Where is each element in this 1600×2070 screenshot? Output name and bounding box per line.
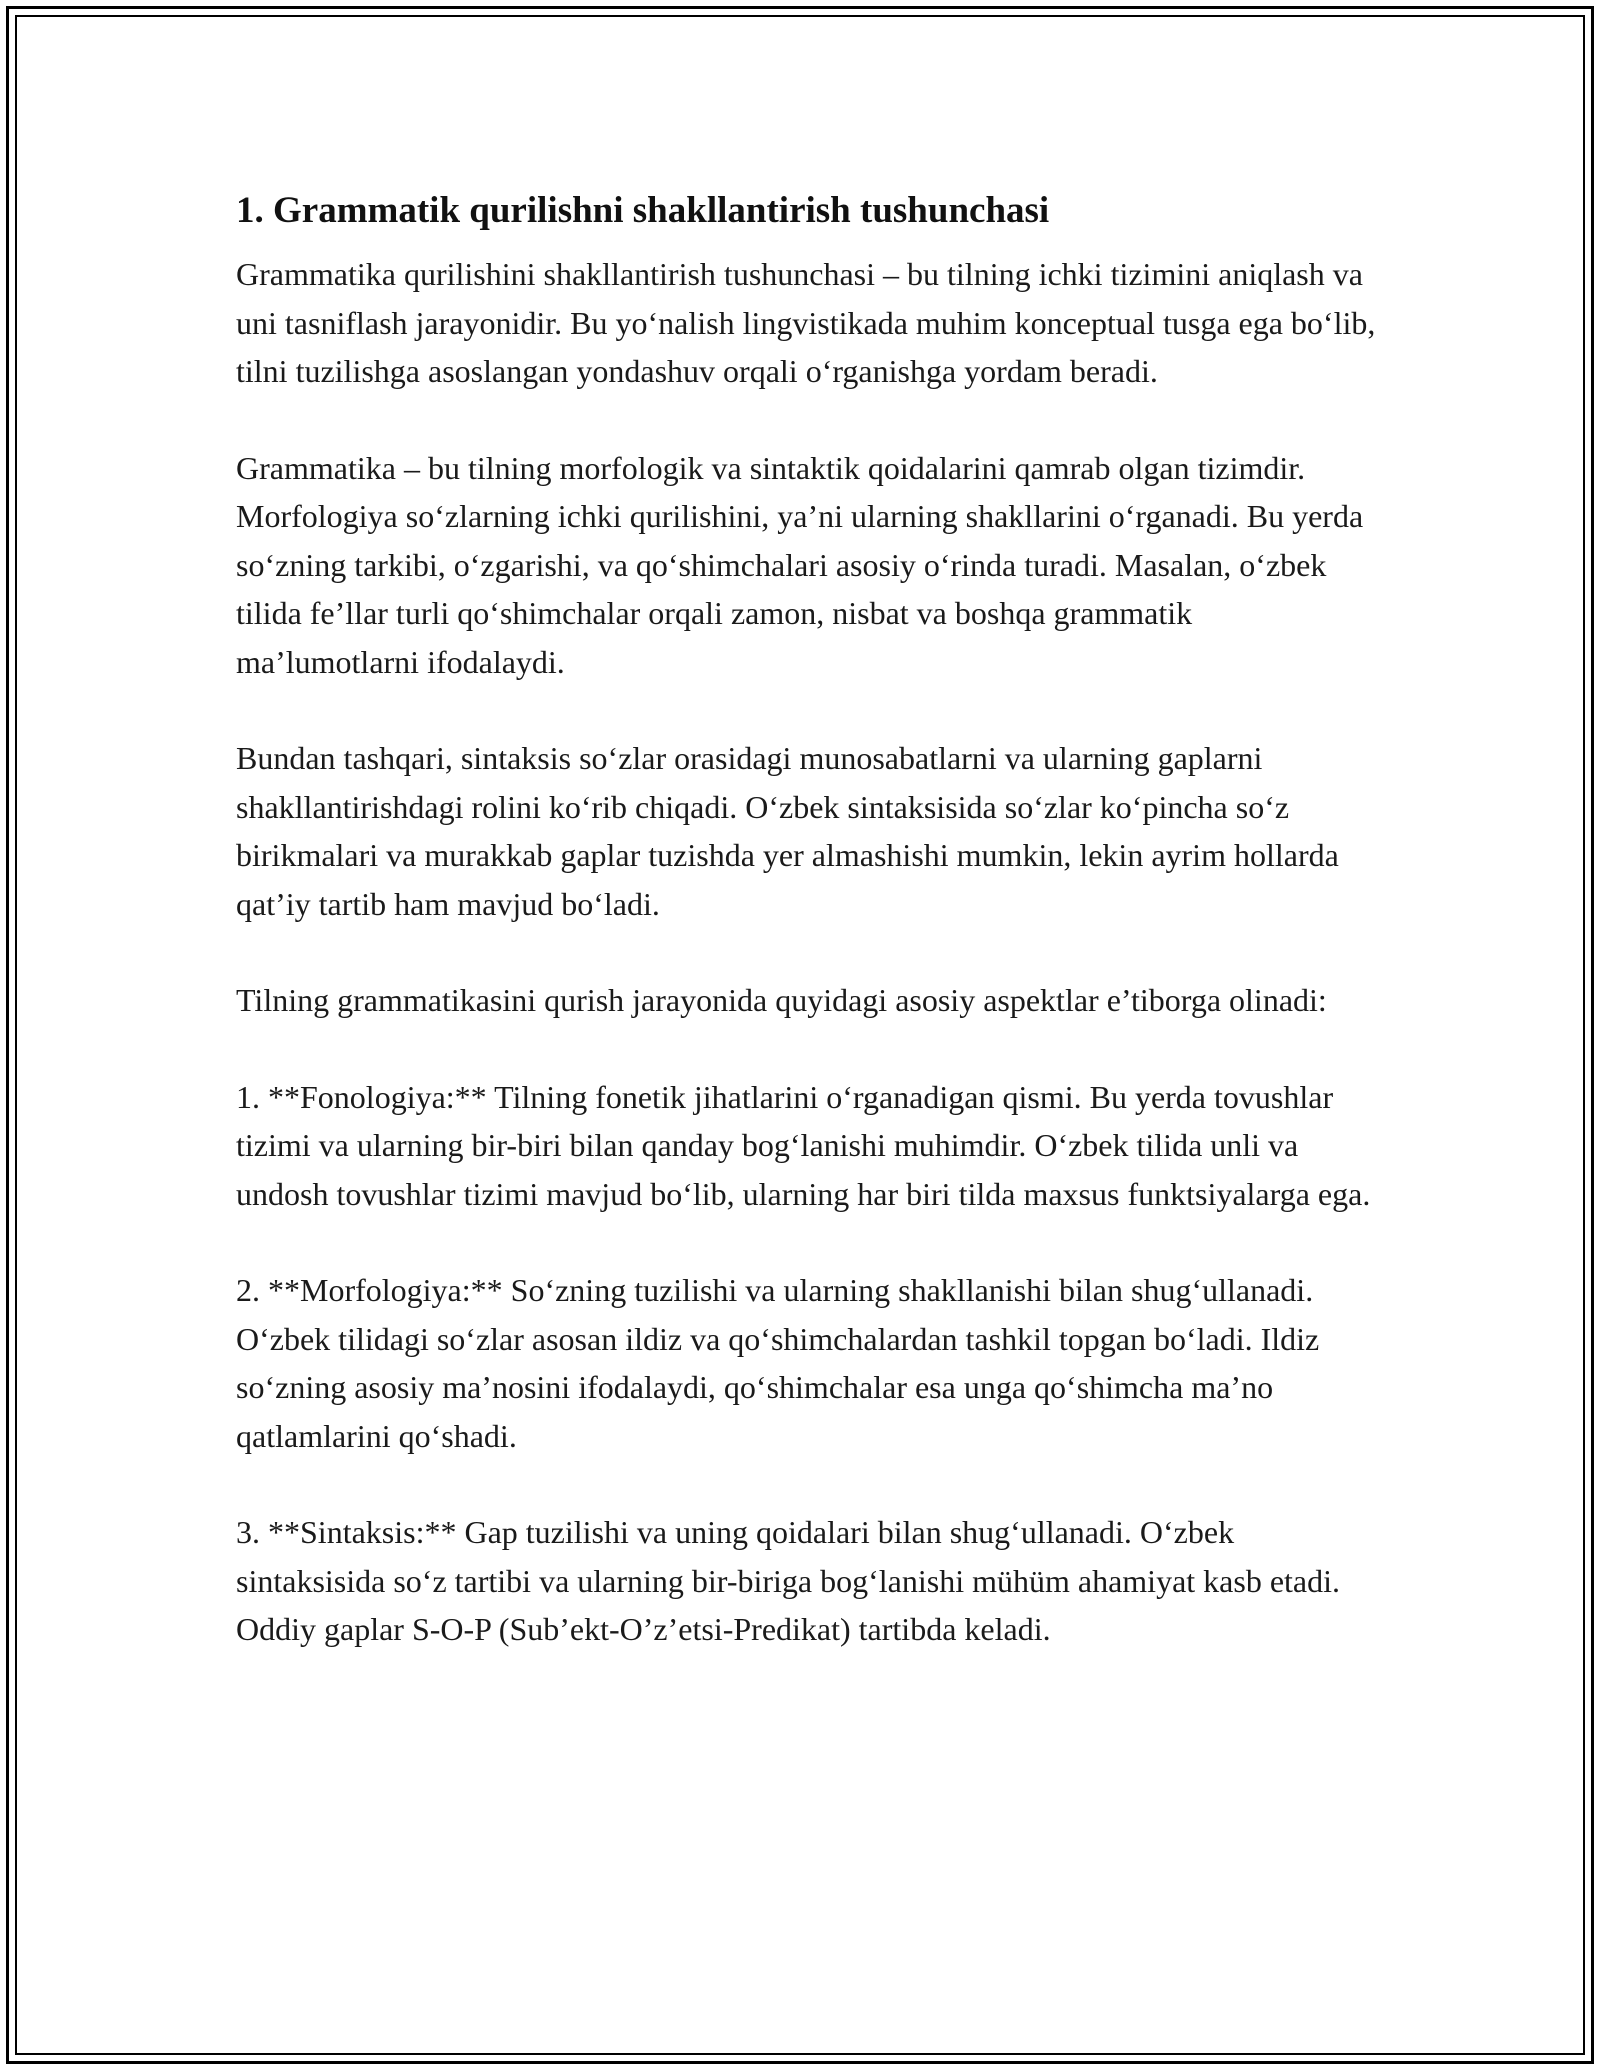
document-body xyxy=(236,186,1376,1654)
list-item-phonology: 1. **Fonologiya:** Tilning fonetik jihatlarini o‘rganadigan qismi. Bu yerda tovushlar tizimi va ularning bir-biri bilan qanday bog‘lanishi muhimdir. O‘zbek tilida unli va undosh tovushlar tizimi mavjud bo‘lib, ularning har biri tilda maxsus funktsiyalarga ega. xyxy=(236,1078,1371,1212)
paragraph-aspects-intro: Tilning grammatikasini qurish jarayonida quyidagi asosiy aspektlar e’tiborga olinadi: xyxy=(236,982,1327,1018)
list-item-morphology: 2. **Morfologiya:** So‘zning tuzilishi va ularning shakllanishi bilan shug‘ullanadi. O‘zbek tilidagi so‘zlar asosan ildiz va qo‘shimchalardan tashkil topgan bo‘ladi. Ildiz so‘zning asosiy ma’nosini ifodalaydi, qo‘shimchalar esa unga qo‘shimcha ma’no qatlamlarini qo‘shadi. xyxy=(236,1272,1320,1454)
paragraph-intro: Grammatika qurilishini shakllantirish tushunchasi – bu tilning ichki tizimini aniqlash va uni tasniflash jarayonidir. Bu yo‘nalish lingvistikada muhim konceptual tusga ega bo‘lib, tilni tuzilishga asoslangan yondashuv orqali o‘rganishga yordam beradi. xyxy=(236,256,1376,389)
list-item-syntax: 3. **Sintaksis:** Gap tuzilishi va uning qoidalari bilan shug‘ullanadi. O‘zbek sintaksisida so‘z tartibi va ularning bir-biriga bog‘lanishi mühüm ahamiyat kasb etadi. Oddiy gaplar S-O-P (Sub’ekt-O’z’etsi-Predikat) tartibda keladi. xyxy=(236,1514,1340,1647)
paragraph-grammar: Grammatika – bu tilning morfologik va sintaktik qoidalarini qamrab olgan tizimdir. Morfologiya so‘zlarning ichki qurilishini, ya’ni ularning shakllarini o‘rganadi. Bu yerda so‘zning tarkibi, o‘zgarishi, va qo‘shimchalari asosiy o‘rinda turadi. Masalan, o‘zbek tilida fe’llar turli qo‘shimchalar orqali zamon, nisbat va boshqa grammatik ma’lumotlarni ifodalaydi. xyxy=(236,449,1364,680)
section-heading: 1. Grammatik qurilishni shakllantirish tushunchasi xyxy=(236,190,1050,231)
paragraph-syntax: Bundan tashqari, sintaksis so‘zlar orasidagi munosabatlarni va ularning gaplarni shakllantirishdagi rolini ko‘rib chiqadi. O‘zbek sintaksisida so‘zlar ko‘pincha so‘z birikmalari va murakkab gaplar tuzishda yer almashishi mumkin, lekin ayrim hollarda qat’iy tartib ham mavjud bo‘ladi. xyxy=(236,740,1339,922)
